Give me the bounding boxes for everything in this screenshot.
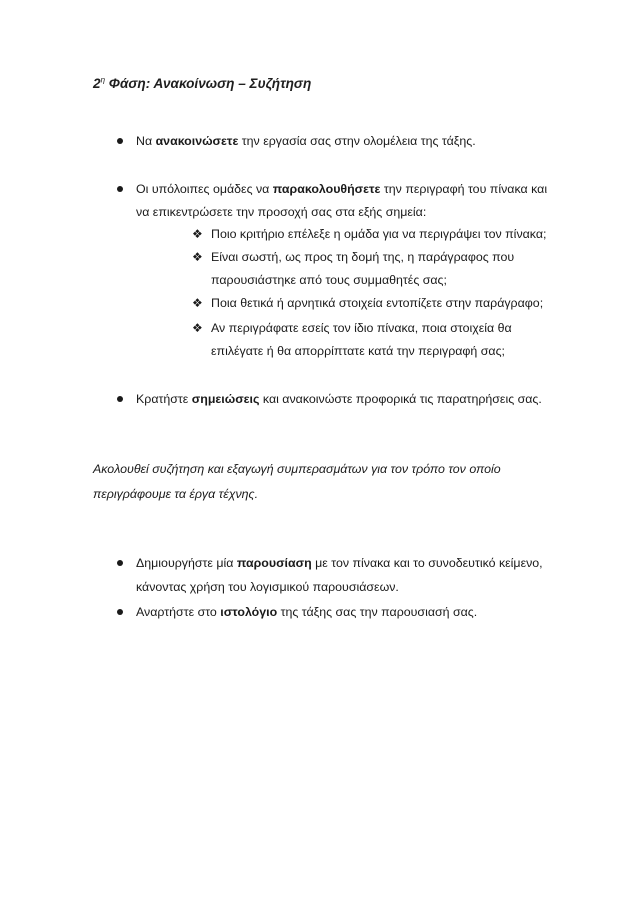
text-run: Να bbox=[136, 134, 156, 148]
subpoint-2-continuation: παρουσιάστηκε από τους συμμαθητές σας; bbox=[211, 273, 447, 287]
text-run: Κρατήστε bbox=[136, 392, 192, 406]
heading-text: Φάση: Ανακοίνωση – Συζήτηση bbox=[108, 76, 312, 91]
heading-superscript: η bbox=[100, 75, 106, 85]
bullet-icon bbox=[117, 396, 123, 402]
subpoint-1: Ποιο κριτήριο επέλεξε η ομάδα για να περιγράψει τον πίνακα; bbox=[211, 227, 547, 241]
bold-term: παρουσίαση bbox=[236, 556, 312, 570]
bold-term: σημειώσεις bbox=[191, 392, 260, 406]
subpoint-3: Ποια θετικά ή αρνητικά στοιχεία εντοπίζετε στην παράγραφο; bbox=[211, 296, 544, 310]
text-run: την εργασία σας στην ολομέλεια της τάξης. bbox=[238, 134, 476, 148]
bullet-icon bbox=[117, 186, 123, 192]
text-run: της τάξης σας την παρουσιασή σας. bbox=[277, 605, 478, 619]
bullet-icon bbox=[117, 138, 123, 144]
bullet-icon bbox=[117, 609, 123, 615]
text-run: με τον πίνακα και το συνοδευτικό κείμενο, bbox=[311, 556, 543, 570]
bullet-presentation bbox=[136, 555, 543, 571]
bullet-blog bbox=[136, 604, 477, 620]
text-run: και ανακοινώστε προφορικά τις παρατηρήσεις σας. bbox=[259, 392, 542, 406]
section-heading bbox=[93, 76, 311, 91]
diamond-bullet-icon: ❖ bbox=[192, 227, 203, 241]
subpoint-4-continuation: επιλέγατε ή θα απορρίπτατε κατά την περιγραφή σας; bbox=[211, 344, 505, 358]
discussion-paragraph-line-1: Ακολουθεί συζήτηση και εξαγωγή συμπερασμάτων για τον τρόπο τον οποίο bbox=[93, 462, 501, 476]
text-run: Αναρτήστε στο bbox=[136, 605, 221, 619]
diamond-bullet-icon: ❖ bbox=[192, 296, 203, 310]
bullet-notes bbox=[136, 391, 542, 407]
text-run: Δημιουργήστε μία bbox=[136, 556, 237, 570]
text-run: Οι υπόλοιπες ομάδες να bbox=[136, 182, 273, 196]
bullet-presentation-continuation: κάνοντας χρήση του λογισμικού παρουσιάσεων. bbox=[136, 580, 399, 594]
bullet-icon bbox=[117, 560, 123, 566]
subpoint-2: Είναι σωστή, ως προς τη δομή της, η παράγραφος που bbox=[211, 250, 515, 264]
text-run: την περιγραφή του πίνακα και bbox=[380, 182, 548, 196]
diamond-bullet-icon: ❖ bbox=[192, 321, 203, 335]
discussion-paragraph-line-2: περιγράφουμε τα έργα τέχνης. bbox=[93, 487, 259, 501]
bold-term: ανακοινώσετε bbox=[155, 134, 239, 148]
bold-term: ιστολόγιο bbox=[220, 605, 278, 619]
bullet-announce bbox=[136, 133, 476, 149]
bullet-observe bbox=[136, 181, 547, 197]
bullet-observe-continuation: να επικεντρώσετε την προσοχή σας στα εξής σημεία: bbox=[136, 205, 427, 219]
heading-number: 2 bbox=[93, 76, 101, 91]
diamond-bullet-icon: ❖ bbox=[192, 250, 203, 264]
subpoint-4: Αν περιγράφατε εσείς τον ίδιο πίνακα, ποια στοιχεία θα bbox=[211, 321, 512, 335]
bold-term: παρακολουθήσετε bbox=[272, 182, 381, 196]
